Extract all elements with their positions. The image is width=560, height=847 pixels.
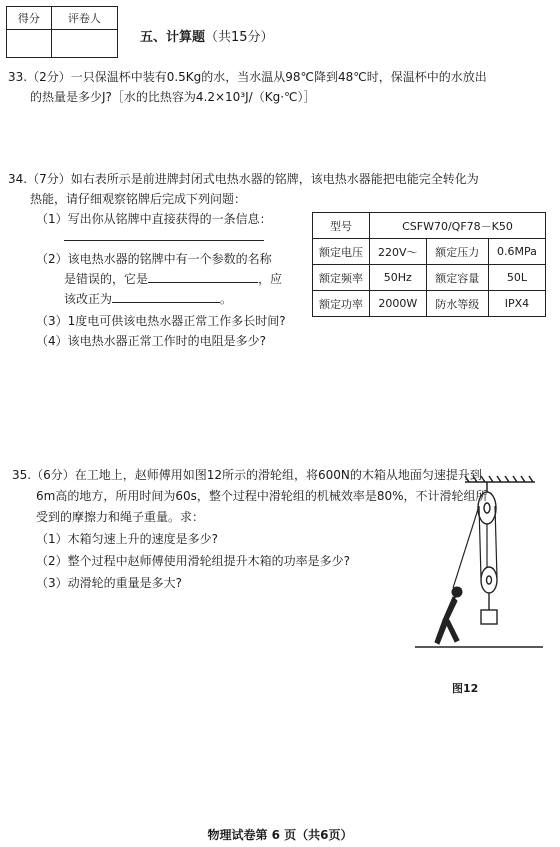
q35-sub2: （2）整个过程中赵师傅使用滑轮组提升木箱的功率是多少? (36, 554, 351, 568)
plate-value: IPX4 (488, 291, 545, 317)
plate-key: 额定压力 (426, 239, 488, 265)
q34-sub1-answer-line (64, 240, 264, 241)
section-title (140, 26, 274, 45)
q34-sub2-c-end: 。 (220, 292, 233, 306)
q35-line2: 6m高的地方，所用时间为60s，整个过程中滑轮组的机械效率是80%，不计滑轮组所 (36, 489, 488, 503)
plate-value: 50Hz (370, 265, 427, 291)
plate-key: 额定电压 (313, 239, 370, 265)
q34-sub2-c-text: 该改正为 (64, 292, 113, 306)
plate-key: 防水等级 (426, 291, 488, 317)
pulley-figure (395, 460, 545, 670)
score-cell (7, 30, 52, 58)
q35-sub3: （3）动滑轮的重量是多大? (36, 576, 183, 590)
q34-sub2-c (64, 290, 232, 308)
q34-sub1: （1）写出你从铭牌中直接获得的一条信息： (36, 212, 272, 226)
plate-value: 0.6MPa (488, 239, 545, 265)
plate-key: 额定容量 (426, 265, 488, 291)
q35-sub1: （1）木箱匀速上升的速度是多少? (36, 532, 219, 546)
q35-line3: 受到的摩擦力和绳子重量。求： (36, 510, 205, 524)
section-title-text: 五、计算题 (140, 30, 206, 45)
q34-line1: 34.（7分）如右表所示是前进牌封闭式电热水器的铭牌，该电热水器能把电能完全转化为 (8, 172, 479, 186)
ceiling-support (465, 476, 535, 492)
q34-sub3: （3）1度电可供该电热水器正常工作多长时间? (36, 314, 286, 328)
fixed-pulley (478, 492, 496, 524)
score-box (6, 6, 118, 58)
movable-pulley (481, 567, 497, 610)
plate-value: 2000W (370, 291, 427, 317)
q34-blank-correction (112, 290, 220, 303)
model-label: 型号 (313, 213, 370, 239)
q34-sub2-b (64, 270, 282, 288)
plate-key: 额定功率 (313, 291, 370, 317)
q33-line1: 33.（2分）一只保温杯中装有0.5Kg的水，当水温从98℃降到48℃时，保温杯中的水放出 (8, 70, 487, 84)
plate-key: 额定频率 (313, 265, 370, 291)
wooden-box (481, 610, 497, 624)
q34-sub2-a: （2）该电热水器的铭牌中有一个参数的名称 (36, 252, 272, 266)
model-value: CSFW70/QF78－K50 (370, 213, 546, 239)
q34-blank-wrong-param (148, 270, 258, 283)
plate-value: 50L (488, 265, 545, 291)
q34-sub2-b-end: ，应 (258, 272, 283, 286)
q34-sub2-b-text: 是错误的，它是 (64, 272, 149, 286)
plate-value: 220V～ (370, 239, 427, 265)
worker-figure (435, 587, 462, 644)
q34-line2: 热能，请仔细观察铭牌后完成下列问题： (30, 192, 247, 206)
q34-sub4: （4）该电热水器正常工作时的电阻是多少? (36, 334, 267, 348)
figure-label: 图12 (452, 682, 479, 695)
q35-line1: 35.（6分）在工地上，赵师傅用如图12所示的滑轮组，将600N的木箱从地面匀速提升到 (12, 468, 482, 482)
grader-cell (51, 30, 117, 58)
nameplate-table (312, 212, 546, 317)
q33-line2: 的热量是多少J?［水的比热容为4.2×10³J/（Kg·℃）］ (30, 90, 316, 104)
page-footer: 物理试卷第 6 页（共6页） (207, 828, 353, 842)
grader-header: 评卷人 (51, 7, 117, 30)
section-points: （共15分） (205, 30, 274, 45)
score-header: 得分 (7, 7, 52, 30)
